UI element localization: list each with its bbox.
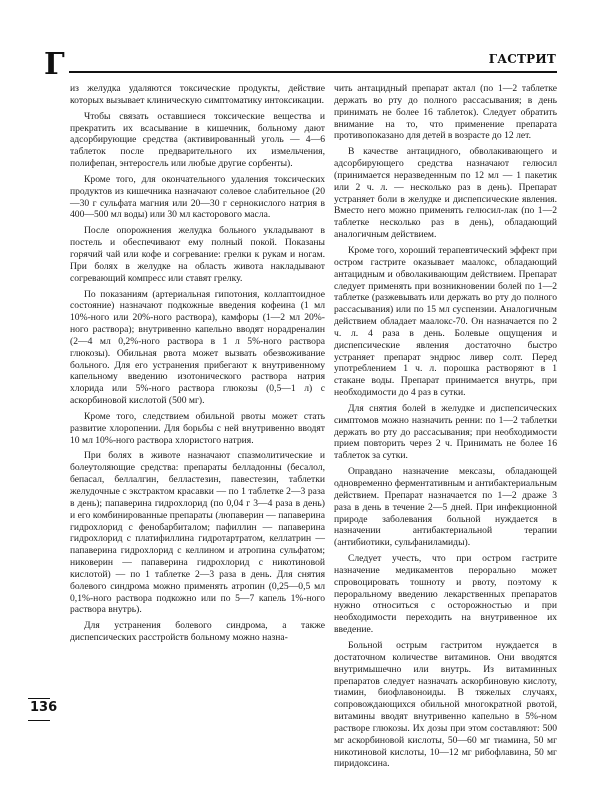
paragraph: Чтобы связать оставшиеся токсические вещества и прекратить их всасывание в кишечник, больному дают адсорбирующие средства (активированный уголь — 4—6 таблеток после предварительного их измельчения, полифепан, энтеросгель или любые другие сорбенты). <box>70 110 325 170</box>
paragraph: В качестве антацидного, обволакивающего и адсорбирующего средства назначают гелюсил (принимается неразведенным по 12 мл — 1 пакетик или 2 ч. л. — несколько раз в день). Препарат устраняет боли в желудке и диспепсические явления. Вместо него можно применять гелюсил-лак (по 1—2 таблетке несколько раз в день), обладающий аналогичным действием. <box>334 146 557 241</box>
paragraph: Кроме того, для окончательного удаления токсических продуктов из кишечника назначают солевое слабительное (20—30 г сульфата магния или 20—30 г сернокислого натрия в 400—500 мл воды) или 30 мл касторового масла. <box>70 173 325 221</box>
running-title: ГАСТРИТ <box>488 52 556 66</box>
paragraph: Для снятия болей в желудке и диспепсических симптомов можно назначить ренни: по 1—2 таблетки держать во рту до рассасывания; при необходимости прием повторить через 2 ч. Принимать не более 16 таблеток за сутки. <box>334 402 557 462</box>
paragraph: Следует учесть, что при остром гастрите назначение медикаментов перорально может спровоцировать тошноту и рвоту, поэтому к пероральному введению лекарственных препаратов нужно относиться с осторожностью и при необходимости переходить на внутривенное их введение. <box>334 553 557 636</box>
page-number: 136 <box>30 700 58 715</box>
paragraph: После опорожнения желудка больного укладывают в постель и обеспечивают ему полный покой. Показаны горячий чай или кофе и согревание: грелки к рукам и ногам. При болях в желудке на область живота накладывают согревающий компресс или ставят грелку. <box>70 225 325 284</box>
header-rule <box>69 71 557 73</box>
page-number-rule-bottom <box>28 720 50 721</box>
paragraph: Больной острым гастритом нуждается в достаточном количестве витаминов. Они вводятся внутримышечно или внутрь. Из витаминных препаратов следует назначать аскорбиновую кислоту, тиамин, биофлавоноиды. В тяжелых случаях, сопровождающихся обильной многократной рвотой, витамины вводят внутривенно капельно в 5%-ном растворе глюкозы. Их дозы при этом составляют: 500 мг аскорбиновой кислоты, 50—60 мг тиамина, 50 мг никотиновой кислоты, 10—12 мг рибофлавина, 50 мг пиридоксина. <box>334 639 557 770</box>
paragraph: По показаниям (артериальная гипотония, коллаптоидное состояние) назначают подкожные введения кофеина (1 мл 10%-ного или 20%-ного раствора), камфоры (1—2 мл 20%-ного раствора); внутривенно капельно вводят норадреналин (2—4 мл 0,2%-ного раствора в 1 л 5%-ного раствора глюкозы). Обильная рвота может вызвать обезвоживание больного. Для его устранения прибегают к внутривенному капельному введению изотонического раствора натрия хлорида или 5%-ного раствора глюкозы (0,5—1 л) с аскорбиновой кислотой (500 мг). <box>70 288 325 407</box>
left-column <box>70 83 325 644</box>
paragraph: чить антацидный препарат актал (по 1—2 таблетке держать во рту до полного рассасывания; в день принимать не более 16 таблеток). Следует обратить внимание на то, что применение препарата противопоказано для детей в возрасте до 12 лет. <box>334 83 557 142</box>
right-column <box>334 83 557 770</box>
page-number-rule-top <box>28 698 50 699</box>
paragraph: Кроме того, следствием обильной рвоты может стать развитие хлоропении. Для борьбы с ней внутривенно вводят 10 мл 10%-ного раствора хлористого натрия. <box>70 410 325 446</box>
section-letter: Г <box>44 47 65 82</box>
paragraph: из желудка удаляются токсические продукты, действие которых вызывает клиническую симптоматику интоксикации. <box>70 83 325 106</box>
paragraph: Оправдано назначение мексазы, обладающей одновременно ферментативным и антибактериальным действием. Препарат назначается по 1—2 драже 3 раза в день в течение 2—5 дней. При инфекционной природе заболевания больной нуждается в назначении антибактериальной терапии (антибиотики, сульфаниламиды). <box>334 466 557 549</box>
paragraph: Кроме того, хороший терапевтический эффект при остром гастрите оказывает маалокс, обладающий антацидным и обволакивающим действием. Препарат следует применять при возникновении болей по 1—2 таблетке (разжевывать или держать во рту до полного рассасывания) или по 15 мл суспензии. Аналогичным действием обладает маалокс-70. Он назначается по 2 ч. л. 4 раза в день. Болевые ощущения и диспепсические явления достаточно быстро устраняет препарат эндрюс ливер солт. Перед употреблением 1 ч. л. порошка растворяют в 1 стакане воды. Препарат принимается внутрь, при необходимости до 4 раз в сутки. <box>334 244 557 399</box>
paragraph: При болях в животе назначают спазмолитические и болеутоляющие средства: препараты белладонны (бесалол, бепасал, беллалгин, белластезин, павестезин, таблетки желудочные с экстрактом красавки — по 1 таблетке 2—3 раза в день); папаверина гидрохлорид (по 0,04 г 3—4 раза в день) и его комбинированные препараты (люпаверин — папаверина гидрохлорид с фенобарбиталом; пафиллин — папаверина гидрохлорид с платифиллина гидротартратом, келлатрин — папаверина гидрохлорид с келлином и атропина сульфатом; никоверин — папаверина гидрохлорид с никотиновой кислотой) — по 1 таблетке 2—3 раза в день. Для снятия болевого синдрома можно применять атропин (0,25—0,5 мл 0,1%-ного раствора подкожно или по 5—7 капель 1%-ного раствора внутрь). <box>70 450 325 616</box>
paragraph: Для устранения болевого синдрома, а также диспепсических расстройств больному можно назна- <box>70 620 325 644</box>
